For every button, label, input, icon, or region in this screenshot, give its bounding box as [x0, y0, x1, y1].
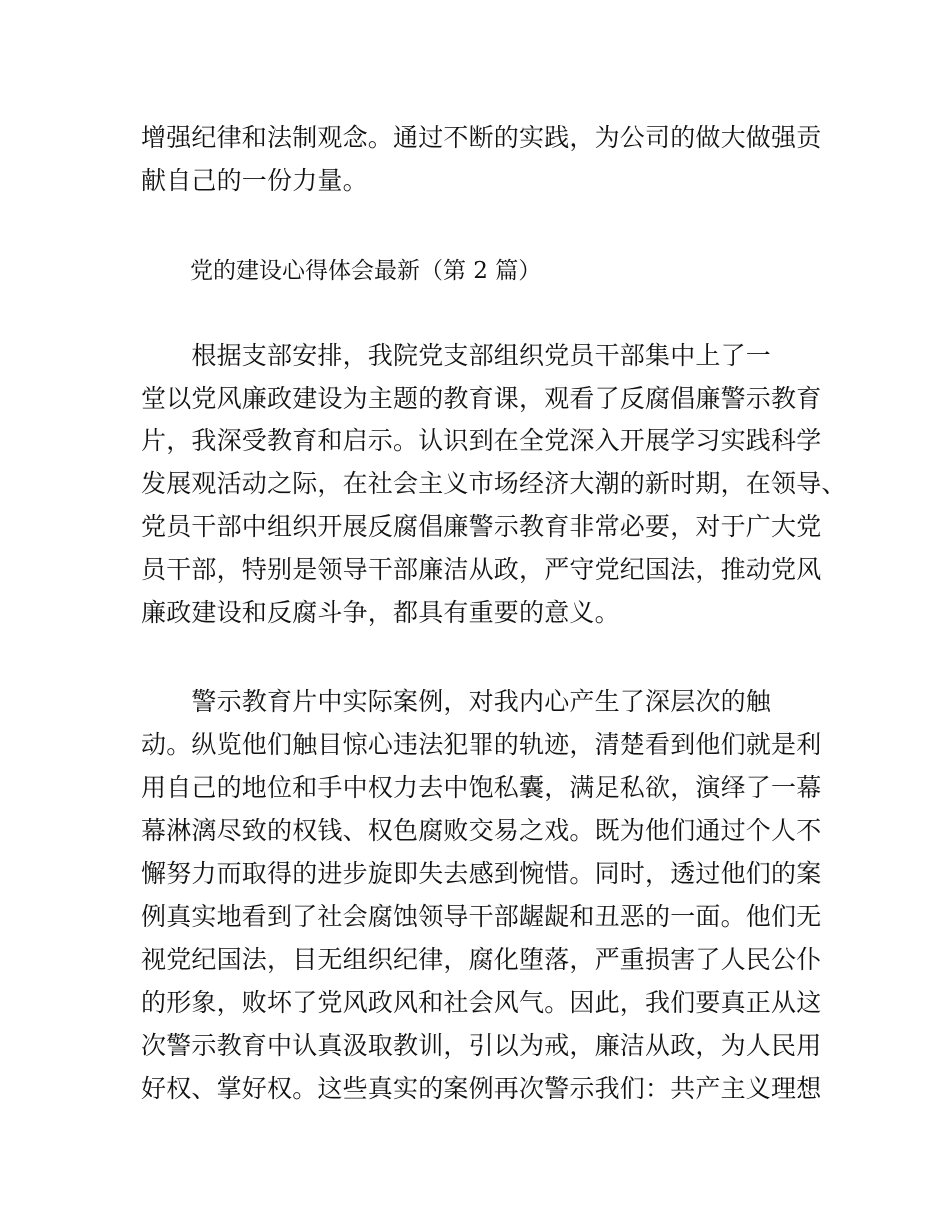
paragraph-3-line-9: 次警示教育中认真汲取教训，引以为戒，廉洁从政，为人民用 — [141, 1031, 822, 1060]
paragraph-1-line-1: 增强纪律和法制观念。通过不断的实践，为公司的做大做强贡 — [141, 123, 822, 152]
paragraph-2-line-4: 发展观活动之际，在社会主义市场经济大潮的新时期，在领导、 — [141, 469, 847, 498]
section-heading: 党的建设心得体会最新（第 2 篇） — [190, 258, 542, 284]
paragraph-1-line-2: 献自己的一份力量。 — [141, 166, 368, 195]
paragraph-2-line-1: 根据支部安排，我院党支部组织党员干部集中上了一 — [141, 341, 772, 370]
paragraph-3-line-8: 的形象，败坏了党风政风和社会风气。因此，我们要真正从这 — [141, 988, 822, 1017]
paragraph-3-line-6: 例真实地看到了社会腐蚀领导干部龌龊和丑恶的一面。他们无 — [141, 902, 822, 931]
paragraph-3-line-1: 警示教育片中实际案例，对我内心产生了深层次的触 — [141, 687, 772, 716]
paragraph-2-line-3: 片，我深受教育和启示。认识到在全党深入开展学习实践科学 — [141, 426, 822, 455]
paragraph-3-line-4: 幕淋漓尽致的权钱、权色腐败交易之戏。既为他们通过个人不 — [141, 816, 822, 845]
paragraph-3-line-7: 视党纪国法，目无组织纪律，腐化堕落，严重损害了人民公仆 — [141, 945, 822, 974]
paragraph-3-line-3: 用自己的地位和手中权力去中饱私囊，满足私欲，演绎了一幕 — [141, 773, 822, 802]
paragraph-3-line-2: 动。纵览他们触目惊心违法犯罪的轨迹，清楚看到他们就是利 — [141, 730, 822, 759]
paragraph-3-line-10: 好权、掌好权。这些真实的案例再次警示我们：共产主义理想 — [141, 1074, 822, 1103]
paragraph-2-line-2: 堂以党风廉政建设为主题的教育课，观看了反腐倡廉警示教育 — [141, 384, 822, 413]
paragraph-2-line-5: 党员干部中组织开展反腐倡廉警示教育非常必要，对于广大党 — [141, 512, 822, 541]
paragraph-2-line-6: 员干部，特别是领导干部廉洁从政，严守党纪国法，推动党风 — [141, 555, 822, 584]
paragraph-3-line-5: 懈努力而取得的进步旋即失去感到惋惜。同时，透过他们的案 — [141, 859, 822, 888]
paragraph-2-line-7: 廉政建设和反腐斗争，都具有重要的意义。 — [141, 598, 620, 627]
